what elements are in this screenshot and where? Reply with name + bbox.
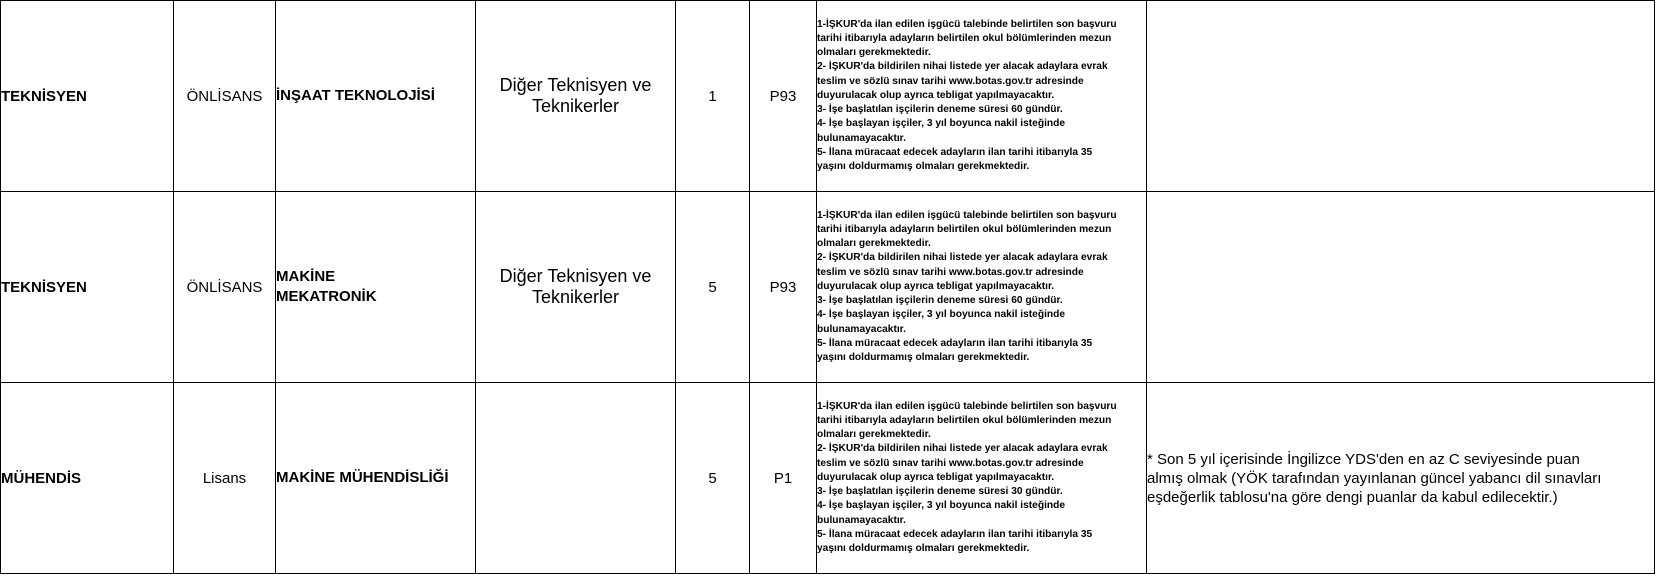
- profession-code: P93: [769, 278, 797, 296]
- table-row: [1, 1, 1655, 192]
- condition-line: tarihi itibarıyla adayların belirtilen okul bölümlerinden mezun: [817, 415, 1112, 427]
- condition-line: olmaları gerekmektedir.: [817, 47, 931, 59]
- extra-requirement-line: almış olmak (YÖK tarafından yayınlanan güncel yabancı dil sınavları: [1147, 469, 1602, 487]
- education-level: Lisans: [202, 469, 247, 487]
- condition-line: olmaları gerekmektedir.: [817, 429, 931, 441]
- condition-line: 4- İşe başlayan işçiler, 3 yıl boyunca nakil isteğinde: [817, 500, 1066, 512]
- condition-line: yaşını doldurmamış olmaları gerekmektedir.: [817, 160, 1030, 172]
- occupation-cell: [476, 383, 676, 574]
- education-level: ÖNLİSANS: [186, 87, 263, 105]
- condition-line: 1-İŞKUR'da ilan edilen işgücü talebinde belirtilen son başvuru: [817, 209, 1117, 221]
- condition-line: tarihi itibarıyla adayların belirtilen okul bölümlerinden mezun: [817, 33, 1112, 45]
- condition-line: duyurulacak olup ayrıca tebligat yapılmayacaktır.: [817, 471, 1055, 483]
- condition-line: 3- İşe başlatılan işçilerin deneme süresi 30 gündür.: [817, 486, 1063, 498]
- education-level-cell: [174, 1, 276, 192]
- extra-requirements-cell: [1147, 192, 1655, 383]
- count-cell: [676, 1, 750, 192]
- condition-line: yaşını doldurmamış olmaları gerekmektedir.: [817, 351, 1030, 363]
- job-title: MÜHENDİS: [1, 469, 82, 487]
- profession-code: P1: [773, 469, 793, 487]
- position-count: 5: [708, 469, 717, 487]
- occupation-cell: [476, 192, 676, 383]
- condition-line: 1-İŞKUR'da ilan edilen işgücü talebinde belirtilen son başvuru: [817, 18, 1117, 30]
- condition-line: 3- İşe başlatılan işçilerin deneme süresi 60 gündür.: [817, 295, 1063, 307]
- code-cell: [750, 1, 817, 192]
- condition-line: teslim ve sözlü sınav tarihi www.botas.gov.tr adresinde: [817, 457, 1084, 469]
- occupation-line: Diğer Teknisyen ve: [499, 75, 652, 95]
- profession-code: P93: [769, 87, 797, 105]
- program-cell: [276, 1, 476, 192]
- condition-line: teslim ve sözlü sınav tarihi www.botas.gov.tr adresinde: [817, 75, 1084, 87]
- condition-line: duyurulacak olup ayrıca tebligat yapılmayacaktır.: [817, 89, 1055, 101]
- condition-line: duyurulacak olup ayrıca tebligat yapılmayacaktır.: [817, 280, 1055, 292]
- count-cell: [676, 192, 750, 383]
- condition-line: 2- İŞKUR'da bildirilen nihai listede yer alacak adaylara evrak: [817, 61, 1108, 73]
- job-title-cell: [1, 1, 174, 192]
- program-cell: [276, 192, 476, 383]
- occupation-line: Teknikerler: [531, 96, 620, 116]
- position-count: 5: [708, 278, 717, 296]
- condition-line: 2- İŞKUR'da bildirilen nihai listede yer alacak adaylara evrak: [817, 252, 1108, 264]
- condition-line: 5- İlana müracaat edecek adayların ilan tarihi itibarıyla 35: [817, 528, 1093, 540]
- program-name-line: MEKATRONİK: [276, 288, 377, 305]
- condition-line: 5- İlana müracaat edecek adayların ilan tarihi itibarıyla 35: [817, 146, 1093, 158]
- condition-line: tarihi itibarıyla adayların belirtilen okul bölümlerinden mezun: [817, 224, 1112, 236]
- job-title: TEKNİSYEN: [1, 278, 87, 296]
- program-name: İNŞAAT TEKNOLOJİSİ: [276, 87, 435, 104]
- occupation-line: Teknikerler: [531, 287, 620, 307]
- condition-line: bulunamayacaktır.: [817, 514, 906, 526]
- code-cell: [750, 192, 817, 383]
- condition-line: 4- İşe başlayan işçiler, 3 yıl boyunca nakil isteğinde: [817, 309, 1066, 321]
- condition-line: 5- İlana müracaat edecek adayların ilan tarihi itibarıyla 35: [817, 337, 1093, 349]
- table-row: [1, 383, 1655, 574]
- extra-requirement-line: eşdeğerlik tablosu'na göre dengi puanlar da kabul edilecektir.): [1147, 488, 1558, 506]
- education-level: ÖNLİSANS: [186, 278, 263, 296]
- position-count: 1: [708, 87, 717, 105]
- code-cell: [750, 383, 817, 574]
- condition-line: 4- İşe başlayan işçiler, 3 yıl boyunca nakil isteğinde: [817, 118, 1066, 130]
- conditions-cell: [817, 383, 1147, 574]
- condition-line: teslim ve sözlü sınav tarihi www.botas.gov.tr adresinde: [817, 266, 1084, 278]
- extra-requirement-line: * Son 5 yıl içerisinde İngilizce YDS'den en az C seviyesinde puan: [1147, 450, 1580, 468]
- condition-line: 1-İŞKUR'da ilan edilen işgücü talebinde belirtilen son başvuru: [817, 400, 1117, 412]
- condition-line: olmaları gerekmektedir.: [817, 238, 931, 250]
- education-level-cell: [174, 383, 276, 574]
- condition-line: bulunamayacaktır.: [817, 132, 906, 144]
- job-title: TEKNİSYEN: [1, 87, 87, 105]
- education-level-cell: [174, 192, 276, 383]
- count-cell: [676, 383, 750, 574]
- occupation-cell: [476, 1, 676, 192]
- conditions-cell: [817, 1, 1147, 192]
- table-row: [1, 192, 1655, 383]
- occupation-line: Diğer Teknisyen ve: [499, 266, 652, 286]
- condition-line: 2- İŞKUR'da bildirilen nihai listede yer alacak adaylara evrak: [817, 443, 1108, 455]
- conditions-cell: [817, 192, 1147, 383]
- condition-line: yaşını doldurmamış olmaları gerekmektedir.: [817, 542, 1030, 554]
- condition-line: bulunamayacaktır.: [817, 323, 906, 335]
- program-cell: [276, 383, 476, 574]
- extra-requirements-cell: [1147, 1, 1655, 192]
- condition-line: 3- İşe başlatılan işçilerin deneme süresi 60 gündür.: [817, 104, 1063, 116]
- program-name-line: MAKİNE: [276, 268, 336, 285]
- program-name: MAKİNE MÜHENDİSLİĞİ: [276, 469, 449, 486]
- extra-requirements-cell: [1147, 383, 1655, 574]
- job-title-cell: [1, 192, 174, 383]
- job-title-cell: [1, 383, 174, 574]
